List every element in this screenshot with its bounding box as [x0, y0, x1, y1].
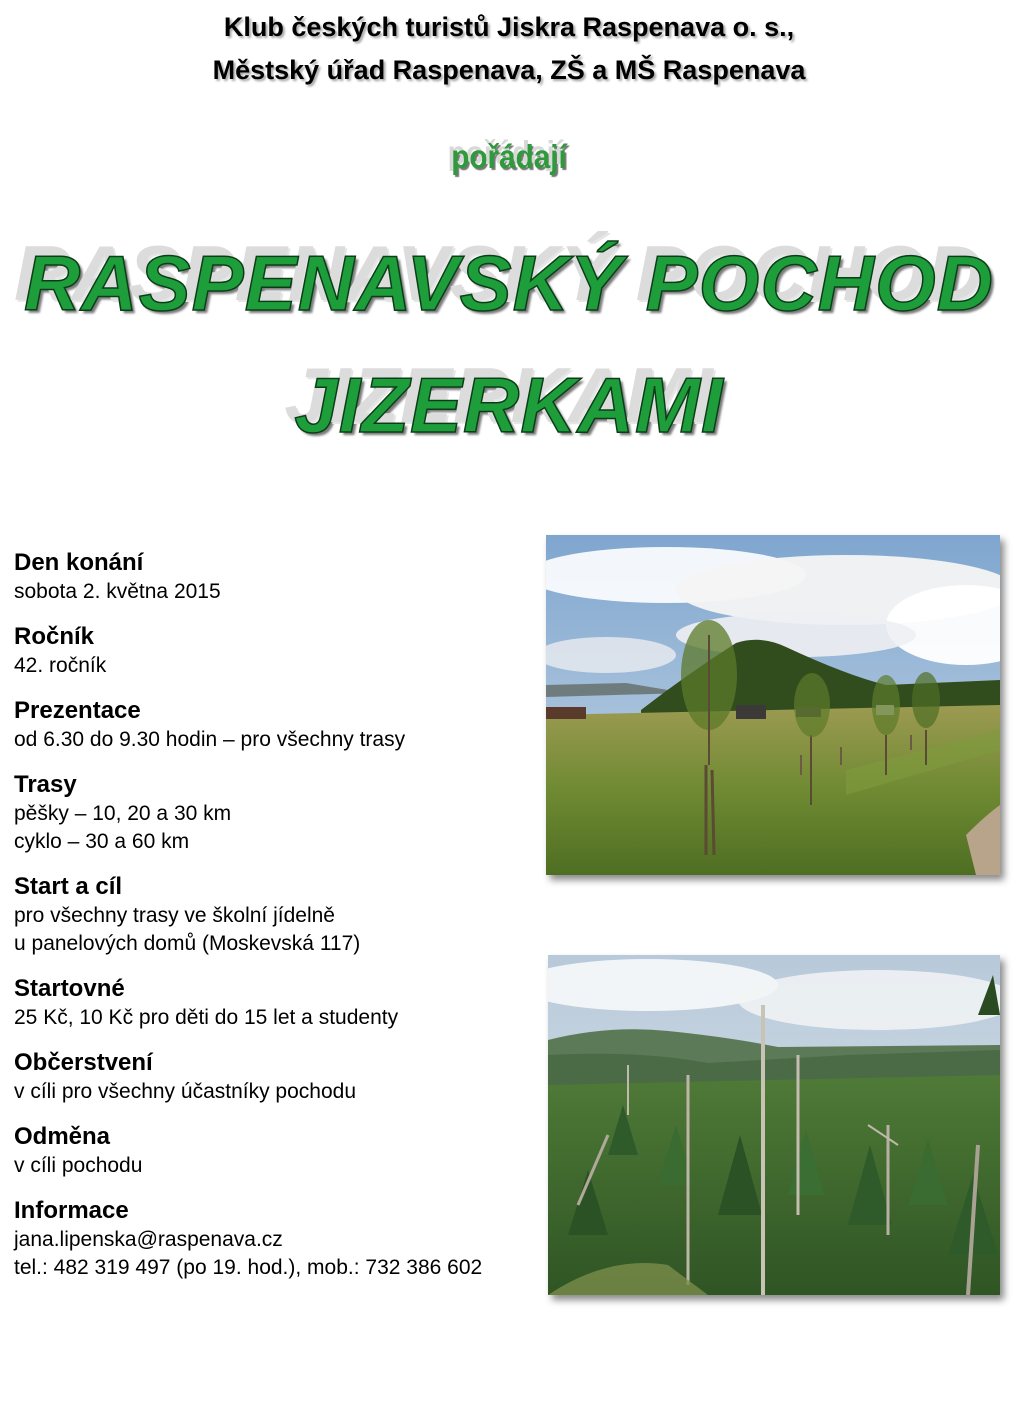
- event-info: [14, 548, 534, 1298]
- info-section-routes: [14, 770, 534, 856]
- contact-phone: tel.: 482 319 497 (po 19. hod.), mob.: 732 386 602: [14, 1256, 483, 1279]
- section-text: u panelových domů (Moskevská 117): [14, 932, 361, 955]
- section-text: pro všechny trasy ve školní jídelně: [14, 904, 335, 927]
- section-heading: Ročník: [14, 623, 95, 650]
- contact-email: jana.lipenska@raspenava.cz: [14, 1228, 283, 1251]
- section-text: od 6.30 do 9.30 hodin – pro všechny trasy: [14, 728, 406, 751]
- event-title-line-1: RASPENAVSKÝ POCHOD: [23, 239, 995, 327]
- section-text: v cíli pro všechny účastníky pochodu: [14, 1080, 357, 1103]
- section-text: 25 Kč, 10 Kč pro děti do 15 let a studenty: [14, 1006, 399, 1029]
- section-heading: Informace: [14, 1197, 129, 1224]
- organizer-line-2: Městský úřad Raspenava, ZŠ a MŠ Raspenava: [212, 55, 806, 85]
- section-heading: Startovné: [14, 975, 125, 1002]
- info-section-year: [14, 622, 534, 680]
- info-section-refreshments: [14, 1048, 534, 1106]
- section-heading: Trasy: [14, 771, 77, 798]
- info-section-date: [14, 548, 534, 606]
- subtitle: pořádají: [451, 138, 567, 175]
- organizer-line-1: Klub českých turistů Jiskra Raspenava o. s.,: [223, 12, 795, 42]
- info-section-contact: [14, 1196, 534, 1282]
- section-heading: Občerstvení: [14, 1049, 153, 1076]
- section-text: 42. ročník: [14, 654, 107, 677]
- section-heading: Den konání: [14, 549, 144, 576]
- info-section-reward: [14, 1122, 534, 1180]
- meadow-hill-photo: [546, 535, 1000, 875]
- mountain-forest-photo: [548, 955, 1000, 1295]
- section-text: pěšky – 10, 20 a 30 km: [14, 802, 232, 825]
- section-text: v cíli pochodu: [14, 1154, 143, 1177]
- event-title-line-2: JIZERKAMI: [294, 361, 724, 449]
- section-heading: Prezentace: [14, 697, 141, 724]
- section-heading: Start a cíl: [14, 873, 123, 900]
- section-heading: Odměna: [14, 1123, 111, 1150]
- info-section-start-finish: [14, 872, 534, 958]
- section-text: cyklo – 30 a 60 km: [14, 830, 190, 853]
- info-section-registration: [14, 696, 534, 754]
- info-section-fee: [14, 974, 534, 1032]
- section-text: sobota 2. května 2015: [14, 580, 221, 603]
